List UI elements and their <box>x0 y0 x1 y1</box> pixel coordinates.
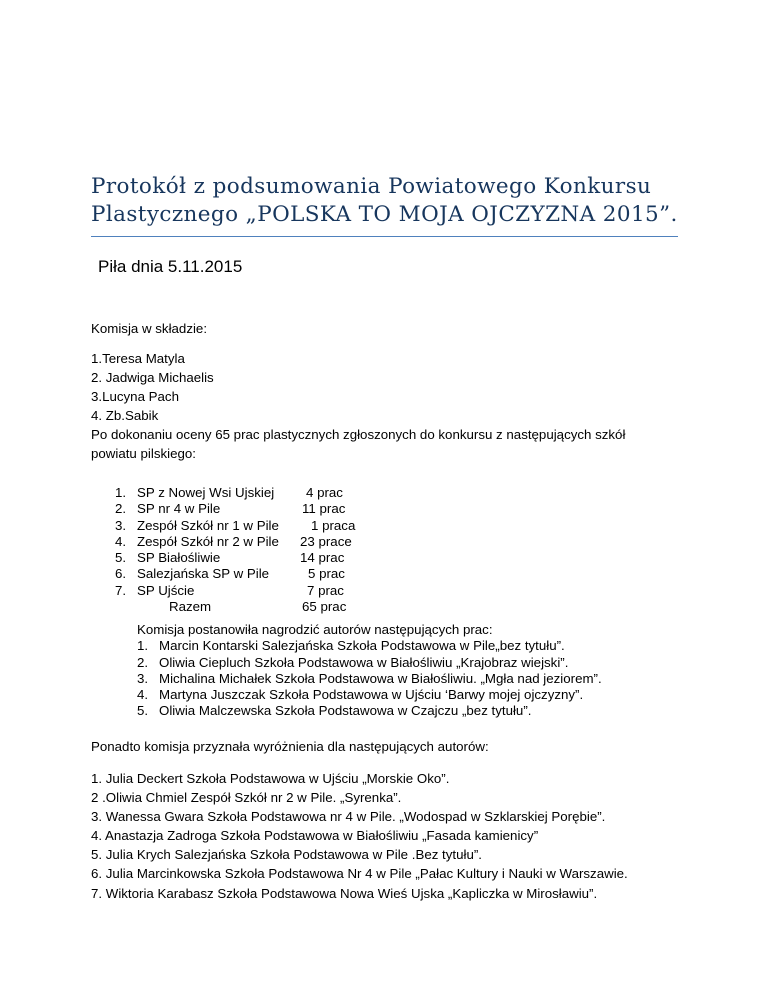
title-line-2: Plastycznego „POLSKA TO MOJA OJCZYZNA 2015”. <box>91 202 678 227</box>
school-count: 23 prace <box>300 533 352 549</box>
school-name: Salezjańska SP w Pile <box>137 566 270 582</box>
member-item: 1.Teresa Matyla <box>91 351 185 366</box>
award-text: Martyna Juszczak Szkoła Podstawowa w Ujściu ‘Barwy mojej ojczyzny”. <box>159 687 584 703</box>
awards-section <box>137 622 602 720</box>
award-text: Oliwia Ciepluch Szkoła Podstawowa w Białośliwiu „Krajobraz wiejski”. <box>159 654 569 670</box>
total-count: 65 prac <box>302 599 347 615</box>
award-number: 1. <box>137 638 149 654</box>
award-number: 3. <box>137 670 149 686</box>
evaluation-text-line-2: powiatu pilskiego: <box>91 446 196 462</box>
member-item: 3.Lucyna Pach <box>91 389 179 405</box>
school-list <box>115 485 415 615</box>
school-count: 4 prac <box>306 485 343 500</box>
school-row <box>115 518 415 534</box>
commission-members <box>91 349 625 464</box>
title-line-1: Protokół z podsumowania Powiatowego Konkursu <box>91 174 652 199</box>
school-row <box>115 566 415 582</box>
award-item <box>137 638 565 654</box>
honorable-list <box>91 769 628 903</box>
school-name: SP z Nowej Wsi Ujskiej <box>137 485 275 500</box>
school-name: Zespół Szkół nr 2 w Pile <box>137 533 279 549</box>
award-item <box>137 687 584 703</box>
award-intro: Komisja postanowiła nagrodzić autorów następujących prac: <box>137 622 493 637</box>
school-number: 4. <box>115 533 127 549</box>
title-underline <box>91 236 678 237</box>
school-count: 14 prac <box>300 550 345 566</box>
school-row <box>115 550 415 566</box>
honorable-item: 1. Julia Deckert Szkoła Podstawowa w Ujściu „Morskie Oko”. <box>91 771 450 786</box>
evaluation-text-line-1: Po dokonaniu oceny 65 prac plastycznych zgłoszonych do konkursu z następujących szkół <box>91 427 626 443</box>
honorable-item: 4. Anastazja Zadroga Szkoła Podstawowa w Białośliwiu „Fasada kamienicy” <box>91 828 539 844</box>
school-row <box>115 501 415 517</box>
award-number: 4. <box>137 687 149 703</box>
award-item <box>137 654 569 671</box>
document-date: Piła dnia 5.11.2015 <box>98 257 243 276</box>
school-number: 6. <box>115 566 127 582</box>
honorable-intro: Ponadto komisja przyznała wyróżnienia dla następujących autorów: <box>91 739 489 754</box>
member-item: 4. Zb.Sabik <box>91 408 159 424</box>
school-name: Zespół Szkół nr 1 w Pile <box>137 517 279 533</box>
school-number: 5. <box>115 550 127 566</box>
commission-label: Komisja w składzie: <box>91 321 208 336</box>
school-row <box>115 485 415 501</box>
total-row <box>115 599 415 615</box>
school-number: 3. <box>115 517 127 533</box>
honorable-item: 6. Julia Marcinkowska Szkoła Podstawowa Nr 4 w Pile „Pałac Kultury i Nauki w Warszawie. <box>91 866 628 882</box>
school-number: 2. <box>115 501 127 517</box>
school-number: 7. <box>115 582 127 598</box>
award-text: Oliwia Malczewska Szkoła Podstawowa w Czajczu „bez tytułu”. <box>159 703 532 719</box>
award-number: 5. <box>137 703 149 719</box>
school-count: 7 prac <box>307 582 344 598</box>
award-item <box>137 670 602 687</box>
document-title <box>91 173 681 229</box>
honorable-item: 2 .Oliwia Chmiel Zespół Szkół nr 2 w Pile. „Syrenka”. <box>91 790 402 806</box>
school-name: SP Ujście <box>137 582 195 598</box>
honorable-item: 5. Julia Krych Salezjańska Szkoła Podstawowa w Pile .Bez tytułu”. <box>91 847 482 863</box>
school-count: 5 prac <box>308 566 345 582</box>
award-number: 2. <box>137 654 149 670</box>
school-row <box>115 534 415 550</box>
honorable-item: 7. Wiktoria Karabasz Szkoła Podstawowa Nowa Wieś Ujska „Kapliczka w Mirosławiu”. <box>91 885 598 901</box>
total-label: Razem <box>169 599 212 615</box>
school-count: 11 prac <box>302 501 346 517</box>
award-text: Michalina Michałek Szkoła Podstawowa w Białośliwiu. „Mgła nad jeziorem”. <box>159 670 602 686</box>
school-number: 1. <box>115 485 127 500</box>
school-row <box>115 583 415 599</box>
member-item: 2. Jadwiga Michaelis <box>91 370 214 386</box>
award-item <box>137 703 532 719</box>
school-count: 1 praca <box>311 517 356 533</box>
school-name: SP nr 4 w Pile <box>137 501 221 517</box>
award-text: Marcin Kontarski Salezjańska Szkoła Podstawowa w Pile„bez tytułu”. <box>159 638 565 654</box>
school-name: SP Białośliwie <box>137 550 221 566</box>
honorable-item: 3. Wanessa Gwara Szkoła Podstawowa nr 4 w Pile. „Wodospad w Szklarskiej Porębie”. <box>91 809 606 825</box>
